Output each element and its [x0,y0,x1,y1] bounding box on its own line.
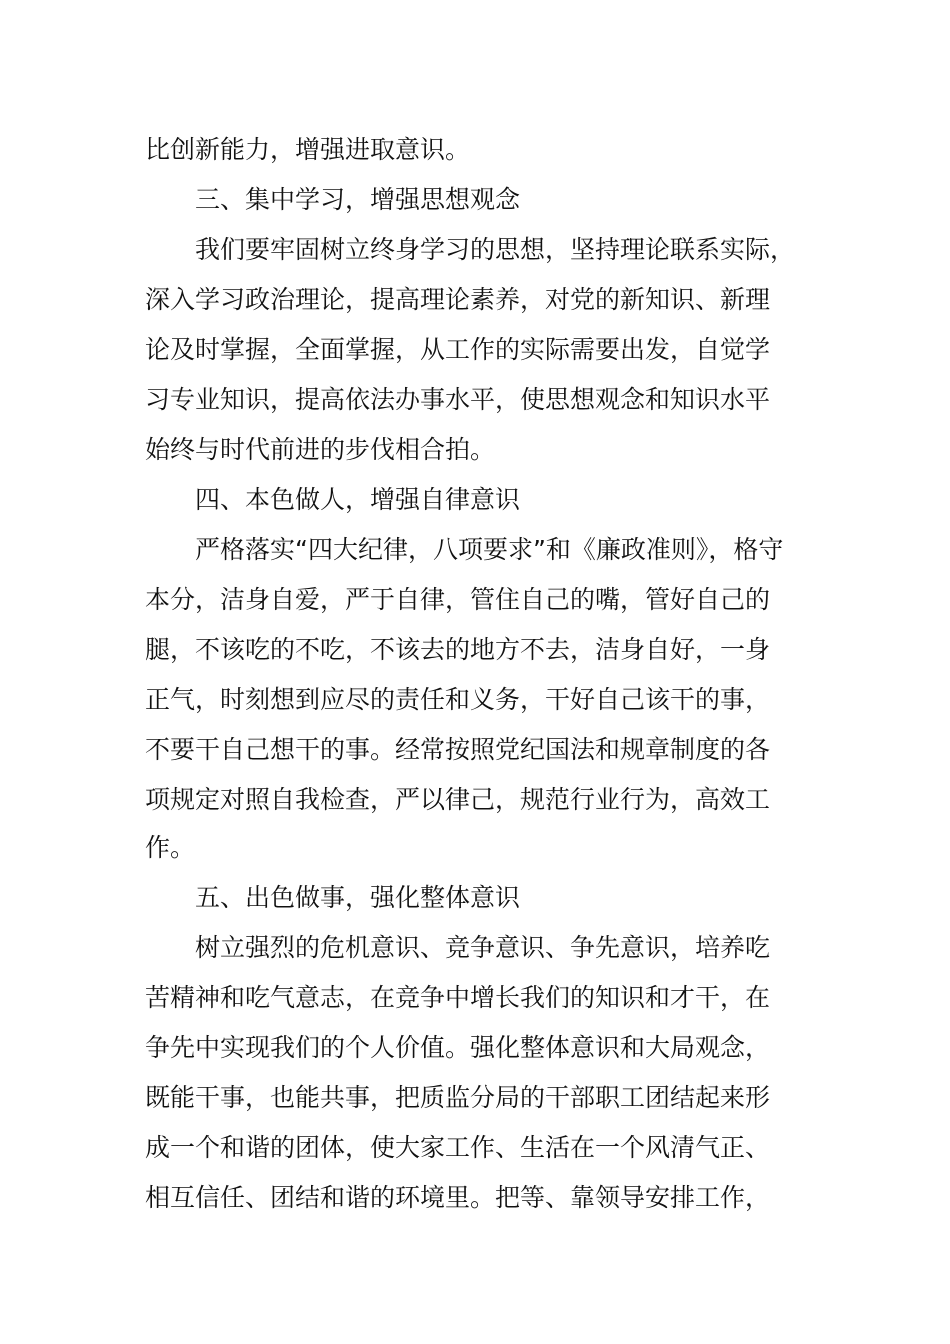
paragraph-line: 苦精神和吃气意志，在竞争中增长我们的知识和才干，在 [145,983,771,1012]
paragraph-line: 习专业知识，提高依法办事水平，使思想观念和知识水平 [145,385,771,414]
paragraph-line: 不要干自己想干的事。经常按照党纪国法和规章制度的各 [145,735,771,764]
paragraph-line: 争先中实现我们的个人价值。强化整体意识和大局观念， [145,1033,771,1062]
paragraph-line: 相互信任、团结和谐的环境里。把等、靠领导安排工作， [145,1183,771,1212]
paragraph-line: 我们要牢固树立终身学习的思想，坚持理论联系实际， [195,235,796,264]
section-heading-3: 三、集中学习，增强思想观念 [195,185,521,214]
paragraph-line: 树立强烈的危机意识、竞争意识、争先意识，培养吃 [195,933,771,962]
paragraph-line: 既能干事，也能共事，把质监分局的干部职工团结起来形 [145,1083,771,1112]
paragraph-line: 正气，时刻想到应尽的责任和义务，干好自己该干的事， [145,685,771,714]
paragraph-line: 本分，洁身自爱，严于自律，管住自己的嘴，管好自己的 [145,585,771,614]
text-line-continuation: 比创新能力，增强进取意识。 [145,135,471,164]
paragraph-line: 腿，不该吃的不吃，不该去的地方不去，洁身自好，一身 [145,635,771,664]
paragraph-line: 深入学习政治理论，提高理论素养，对党的新知识、新理 [145,285,771,314]
paragraph-line: 成一个和谐的团体，使大家工作、生活在一个风清气正、 [145,1133,771,1162]
paragraph-line: 作。 [145,833,196,862]
paragraph-line: 始终与时代前进的步伐相合拍。 [145,435,496,464]
paragraph-line: 严格落实“四大纪律，八项要求”和《廉政准则》，格守 [195,535,784,564]
section-heading-4: 四、本色做人，增强自律意识 [195,485,521,514]
section-heading-5: 五、出色做事，强化整体意识 [195,883,521,912]
paragraph-line: 项规定对照自我检查，严以律己，规范行业行为，高效工 [145,785,771,814]
paragraph-line: 论及时掌握，全面掌握，从工作的实际需要出发，自觉学 [145,335,771,364]
